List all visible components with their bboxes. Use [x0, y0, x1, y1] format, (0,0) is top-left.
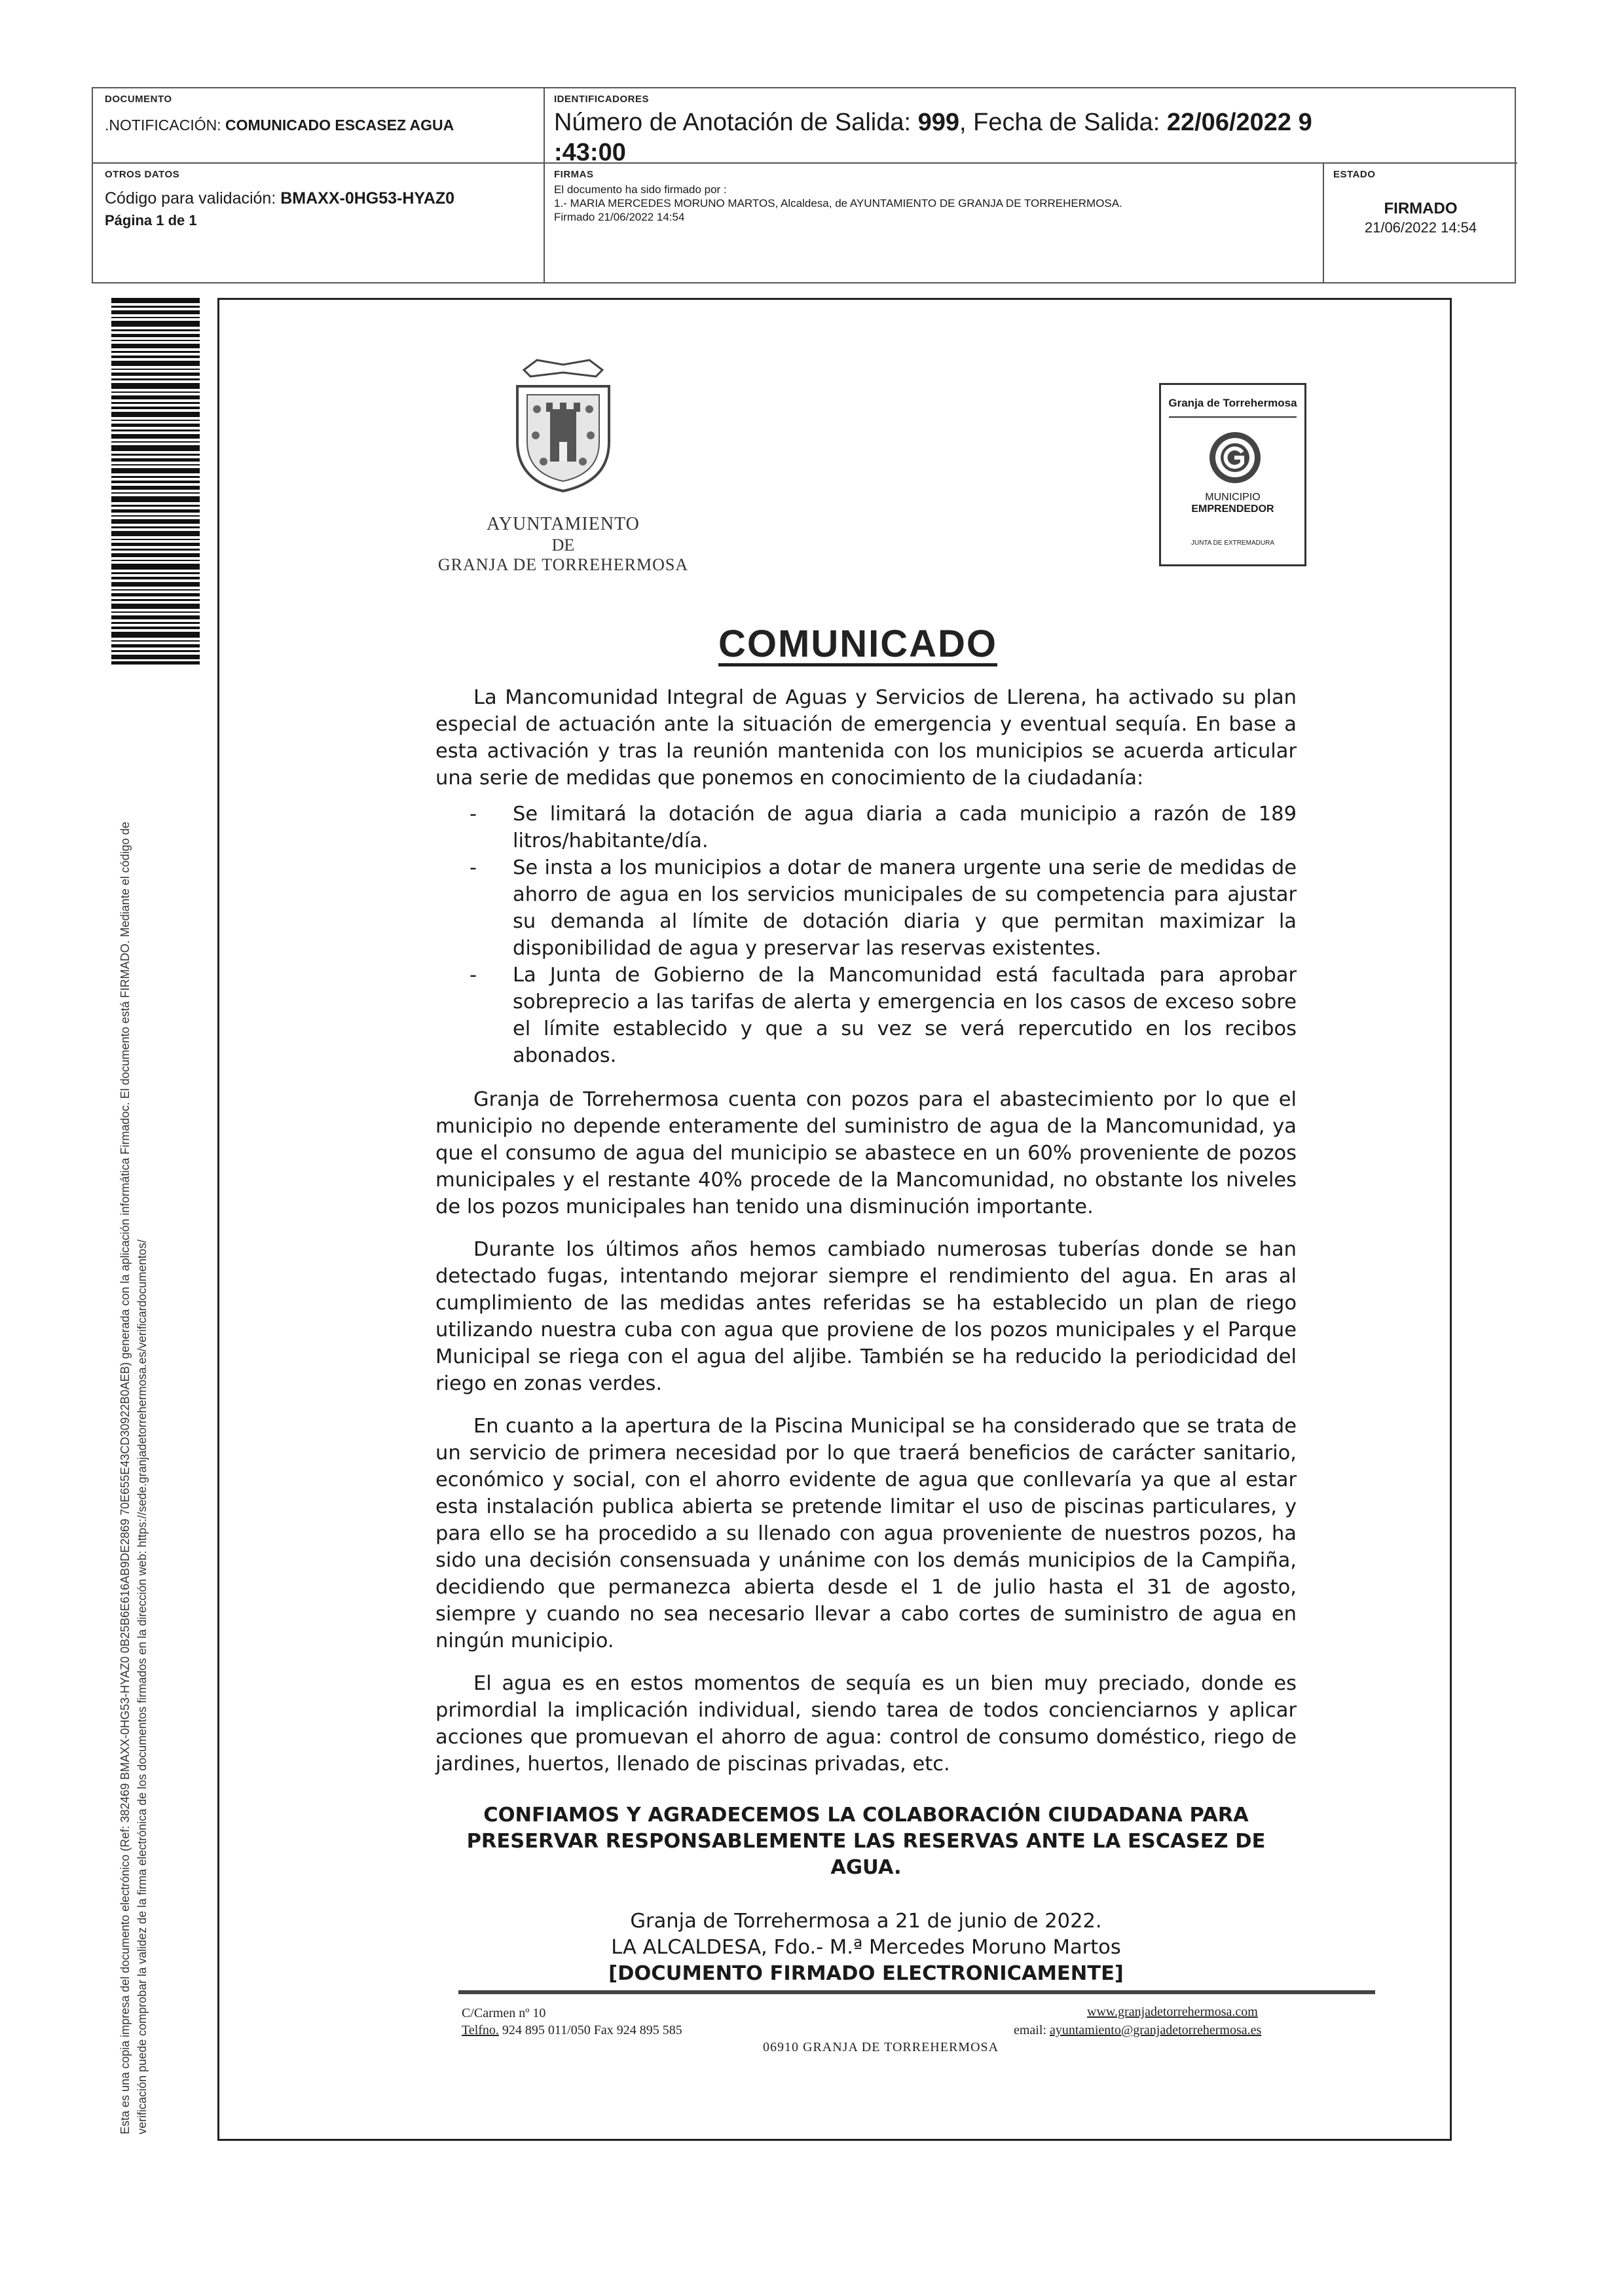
municipio-emprendedor-badge — [1159, 383, 1306, 566]
document-header-table — [92, 87, 1516, 283]
firmas-text: El documento ha sido firmado por : 1.- MARIA MERCEDES MORUNO MARTOS, Alcaldesa, de AYUNTAMIENTO DE GRANJA DE TORREHERMOSA. Firmado 21/06/2022 14:54 — [554, 183, 1122, 223]
letterhead-line3: GRANJA DE TORREHERMOSA — [437, 555, 689, 574]
estado-cell — [1324, 164, 1517, 283]
estado-label: ESTADO — [1333, 169, 1376, 180]
footer-email-link[interactable]: ayuntamiento@granjadetorrehermosa.es — [1049, 2023, 1262, 2037]
otros-datos-cell — [93, 164, 545, 283]
paragraph-piscina: En cuanto a la apertura de la Piscina Municipal se ha considerado que se trata de un servicio de primera necesidad por lo que traerá beneficios de carácter sanitario, económico y social, con el ahorro evidente de agua que conllevaría ya que al estar esta instalación publica abierta se pretende limitar el uso de piscinas particulares, y para ello se ha procedido a su llenado con agua proveniente de nuestros pozos, ha sido una decisión consensuada y unánime con los demás municipios de la Campiña, decidiendo que permanezca abierta desde el 1 de julio hasta el 31 de agosto, siempre y cuando no sea necesario llevar a cabo cortes de suministro de agua en ningún municipio. — [435, 1415, 1297, 1652]
municipal-crest-icon — [498, 357, 629, 494]
letterhead-line2: DE — [551, 536, 575, 555]
estado-value: FIRMADO — [1384, 200, 1458, 217]
footer-divider — [458, 1990, 1375, 1994]
verification-side-text: Esta es una copia impresa del documento electrónico (Ref: 382469 BMAXX-0HG53-HYAZ0 0B25B6E616AB9DE2869 70E655E43CD30922B0AEB) generada con la aplicación informática Firmadoc. El documento está FIRMADO. Mediante el código de verificación puede comprobar la validez de la firma electrónica de los documentos firmados en la dirección web: https://sede.granjadetorrehermosa.es/verificardocumentos/ — [119, 822, 149, 2134]
closing-statement: CONFIAMOS Y AGRADECEMOS LA COLABORACIÓN CIUDADANA PARA PRESERVAR RESPONSABLEMENTE LAS RESERVAS ANTE LA ESCASEZ DE AGUA. — [466, 1804, 1266, 1879]
paragraph-sequia: El agua es en estos momentos de sequía es un bien muy preciado, donde es primordial la implicación individual, siendo tarea de todos concienciarnos y aplicar acciones que promuevan el ahorro de agua: control de consumo doméstico, riego de jardines, huertos, llenado de piscinas privadas, etc. — [435, 1672, 1297, 1776]
documento-value: .NOTIFICACIÓN: COMUNICADO ESCASEZ AGUA — [105, 117, 454, 134]
footer-postal: 06910 GRANJA DE TORREHERMOSA — [763, 2040, 999, 2054]
estado-fecha: 21/06/2022 14:54 — [1364, 219, 1477, 236]
badge-footer: JUNTA DE EXTREMADURA — [1190, 539, 1275, 547]
list-item: - Se limitará la dotación de agua diaria a cada municipio a razón de 189 litros/habitante/día. — [435, 801, 1297, 854]
signature-block — [435, 1908, 1297, 1987]
document-body — [435, 684, 1297, 1987]
otros-datos-label: OTROS DATOS — [105, 169, 180, 180]
measures-list — [435, 801, 1297, 1069]
documento-label: DOCUMENTO — [105, 94, 172, 105]
footer-web-link[interactable]: www.granjadetorrehermosa.com — [1087, 2005, 1258, 2019]
documento-cell — [93, 88, 545, 164]
footer-email: email: ayuntamiento@granjadetorrehermosa.es — [1014, 2023, 1262, 2037]
barcode-image — [111, 298, 200, 665]
letterhead-line1: AYUNTAMIENTO — [487, 514, 640, 534]
codigo-validacion: Código para validación: BMAXX-0HG53-HYAZ0 — [105, 189, 455, 208]
firmas-label: FIRMAS — [554, 169, 594, 180]
emprendedor-logo-icon — [1208, 431, 1262, 484]
footer-address: C/Carmen nº 10 — [462, 2006, 546, 2020]
pagina-indicator: Página 1 de 1 — [105, 212, 197, 228]
badge-divider — [1169, 416, 1297, 418]
list-item: - La Junta de Gobierno de la Mancomunidad está facultada para aprobar sobreprecio a las tarifas de alerta y emergencia en los casos de exceso sobre el límite establecido y que a su vez se verá repercutido en los recibos abonados. — [435, 962, 1297, 1069]
list-item: - Se insta a los municipios a dotar de manera urgente una serie de medidas de ahorro de agua en los servicios municipales de su competencia para ajustar su demanda al límite de dotación diaria y que permitan maximizar la disponibilidad de agua y preservar las reservas existentes. — [435, 854, 1297, 962]
firmas-cell — [545, 164, 1324, 283]
paragraph-tuberias: Durante los últimos años hemos cambiado numerosas tuberías donde se han detectado fugas, intentando mejorar siempre el rendimiento del agua. En aras al cumplimiento de las medidas antes referidas se ha establecido un plan de riego utilizando nuestra cuba con agua que proviene de los pozos municipales y el Parque Municipal se riega con el agua del aljibe. También se ha reducido la periodicidad del riego en zonas verdes. — [435, 1238, 1297, 1395]
identificadores-cell — [545, 88, 1517, 164]
intro-paragraph: La Mancomunidad Integral de Aguas y Servicios de Llerena, ha activado su plan especial de actuación ante la situación de emergencia y eventual sequía. En base a esta activación y tras la reunión mantenida con los municipios se acuerda articular una serie de medidas que ponemos en conocimiento de la ciudadanía: — [435, 686, 1297, 790]
badge-line1: MUNICIPIO — [1205, 492, 1261, 503]
place-date: Granja de Torrehermosa a 21 de junio de 2022. — [630, 1910, 1102, 1933]
paragraph-pozos: Granja de Torrehermosa cuenta con pozos para el abastecimiento por lo que el municipio no depende enteramente del suministro de agua de la Mancomunidad, ya que el consumo de agua del municipio se abastece en un 60% proveniente de pozos municipales y el restante 40% procede de la Mancomunidad, no obstante los niveles de los pozos municipales han tenido una disminución importante. — [435, 1088, 1297, 1218]
signed-note: [DOCUMENTO FIRMADO ELECTRONICAMENTE] — [608, 1962, 1124, 1985]
badge-line2: EMPRENDEDOR — [1191, 503, 1274, 515]
signer: LA ALCALDESA, Fdo.- M.ª Mercedes Moruno Martos — [611, 1936, 1121, 1959]
identificadores-label: IDENTIFICADORES — [554, 94, 650, 105]
page-title: COMUNICADO — [718, 623, 997, 665]
badge-title: Granja de Torrehermosa — [1168, 397, 1297, 409]
anotacion-salida: Número de Anotación de Salida: 999, Fecha de Salida: 22/06/2022 9 :43:00 — [554, 109, 1312, 166]
footer-phone: Telfno. 924 895 011/050 Fax 924 895 585 — [462, 2023, 682, 2037]
